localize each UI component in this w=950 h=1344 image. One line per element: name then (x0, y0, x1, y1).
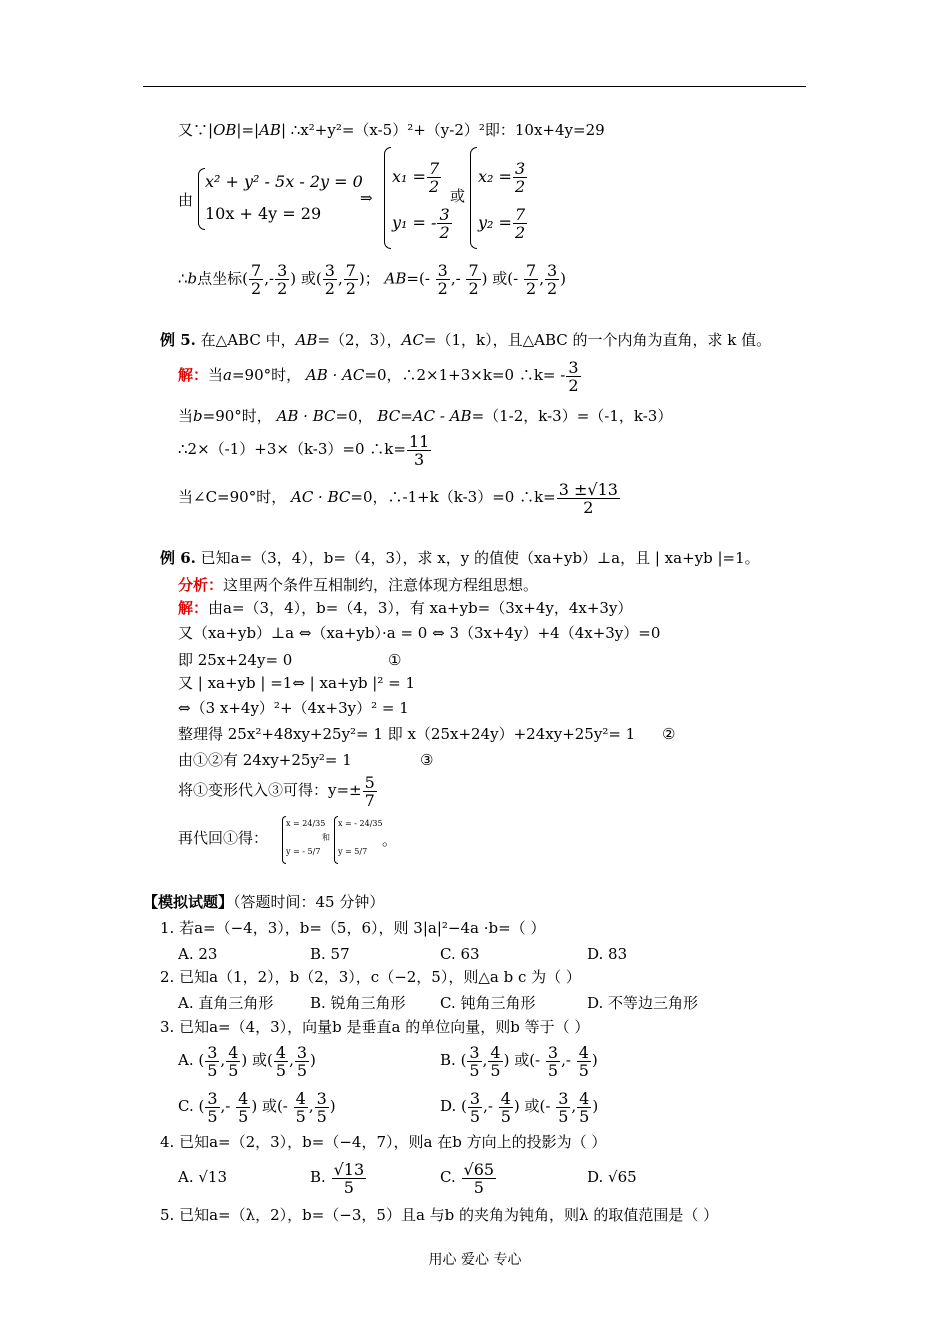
example-6-step-6: 整理得 25x²+48xy+25y²= 1 即 x（25x+24y）+24xy+25y²= 1 (178, 725, 636, 743)
x2-label: x₂ = $\frac{3}{2}$ (478, 159, 526, 196)
x1-label: x₁ = $\frac{7}{2}$ (392, 159, 440, 196)
sys-prefix: 由 (178, 191, 194, 209)
q3-option-b: B. ( $\frac{3}{5}$ , $\frac{4}{5}$ ) 或(- $\frac{3}{5}$ ,- $\frac{4}{5}$ ) (440, 1042, 598, 1080)
example-5-step-3: ∴2×（-1）+3×（k-3）=0 ∴k= $\frac{11}{3}$ (178, 431, 430, 469)
example-5-step-1: 解：当a=90°时， AB · AC=0，∴2×1+3×k=0 ∴k= - $\frac{3}{2}$ (178, 357, 579, 395)
y2-label: y₂ = $\frac{7}{2}$ (478, 205, 526, 242)
marker-3: ③ (420, 751, 434, 769)
result-x2: x = - 24/35 (338, 819, 383, 828)
example-6-step-9: 再代回①得： (178, 829, 269, 847)
or-symbol: 或 (450, 187, 466, 205)
question-4: 4. 已知a=（2，3），b=（−4，7），则a 在b 方向上的投影为（ ） (160, 1133, 607, 1151)
example-6-step-1: 解：由a=（3，4），b=（4，3），有 xa+yb=（3x+4y，4x+3y） (178, 599, 633, 617)
example-6-analysis: 分析：这里两个条件互相制约，注意体现方程组思想。 (178, 576, 539, 594)
q4-option-d: D. √65 (587, 1168, 637, 1186)
result-y2: y = 5/7 (338, 847, 368, 856)
page-footer: 用心 爱心 专心 (428, 1252, 522, 1268)
brace-solution-1 (384, 147, 391, 249)
q2-option-c: C. 钝角三角形 (440, 994, 536, 1012)
q2-option-b: B. 锐角三角形 (310, 994, 406, 1012)
q1-option-b: B. 57 (310, 945, 350, 963)
example-6-step-5: ⇔（3 x+4y）²+（4x+3y）² = 1 (178, 699, 409, 717)
q4-option-a: A. √13 (178, 1168, 228, 1186)
line-b-coordinates: ∴b点坐标( $\frac{7}{2}$ ,- $\frac{3}{2}$ ) 或( $\frac{3}{2}$ , $\frac{7}{2}$ )； AB=(- $\frac{3}{2}$ ,- $\frac{7}{2}$ ) 或(- $\frac{7}{2}$ , $\frac{3}{2}$ ) (178, 261, 567, 298)
q3-option-a: A. ( $\frac{3}{5}$ , $\frac{4}{5}$ ) 或( $\frac{4}{5}$ , $\frac{3}{5}$ ) (178, 1042, 316, 1080)
q1-option-a: A. 23 (178, 945, 218, 963)
brace-solution-2 (470, 147, 477, 249)
result-and: 和 (322, 833, 330, 842)
question-1: 1. 若a=（−4，3），b=（5，6），则 3|a|²−4a ·b=（ ） (160, 919, 546, 937)
q4-option-c: C. $\frac{√65}{5}$ (440, 1159, 495, 1197)
example-6-title: 例 6. 已知a=（3，4），b=（4，3），求 x，y 的值使（xa+yb）⊥a，且 | xa+yb |=1。 (160, 549, 760, 567)
quiz-header: 【模拟试题】（答题时间：45 分钟） (143, 893, 385, 911)
q3-option-d: D. ( $\frac{3}{5}$ ,- $\frac{4}{5}$ ) 或(- $\frac{3}{5}$ , $\frac{4}{5}$ ) (440, 1088, 599, 1126)
header-rule (143, 86, 806, 87)
q2-option-d: D. 不等边三角形 (587, 994, 699, 1012)
q3-option-c: C. ( $\frac{3}{5}$ ,- $\frac{4}{5}$ ) 或(- $\frac{4}{5}$ , $\frac{3}{5}$ ) (178, 1088, 336, 1126)
example-6-step-7: 由①②有 24xy+25y²= 1 (178, 751, 352, 769)
question-2: 2. 已知a（1，2），b（2，3），c（−2，5），则△a b c 为（ ） (160, 968, 581, 986)
example-5-step-2: 当b=90°时， AB · BC=0， BC=AC - AB=（1-2，k-3）=（-1，k-3） (178, 407, 673, 425)
question-3: 3. 已知a=（4，3），向量b 是垂直a 的单位向量，则b 等于（ ） (160, 1018, 590, 1036)
example-6-step-3: 即 25x+24y= 0 (178, 651, 293, 669)
q1-option-d: D. 83 (587, 945, 628, 963)
example-6-step-4: 又 | xa+yb | =1⇔ | xa+yb |² = 1 (178, 674, 416, 692)
y1-label: y₁ = - $\frac{3}{2}$ (392, 205, 450, 242)
result-y1: y = - 5/7 (286, 847, 321, 856)
marker-2: ② (662, 725, 676, 743)
q2-option-a: A. 直角三角形 (178, 994, 274, 1012)
result-x1: x = 24/35 (286, 819, 326, 828)
example-5-title: 例 5. 在△ABC 中，AB=（2，3），AC=（1，k），且△ABC 的一个内角为直角，求 k 值。 (160, 331, 772, 349)
q4-option-b: B. $\frac{√13}{5}$ (310, 1159, 365, 1197)
line-ob-ab: 又∵|OB|=|AB| ∴x²+y²=（x-5）²+（y-2）²即：10x+4y=29 (178, 121, 605, 139)
question-5: 5. 已知a=（λ，2），b=（−3，5）且a 与b 的夹角为钝角，则λ 的取值范围是（ ） (160, 1206, 719, 1224)
example-6-step-8: 将①变形代入③可得：y=± $\frac{5}{7}$ (178, 772, 375, 810)
example-5-step-4: 当∠C=90°时， AC · BC=0，∴-1+k（k-3）=0 ∴k= $\frac{3 \pm√13}{2}$ (178, 479, 618, 517)
marker-1: ① (388, 651, 402, 669)
q1-option-c: C. 63 (440, 945, 480, 963)
implies-symbol: ⇒ (360, 189, 373, 207)
result-period: 。 (382, 831, 398, 849)
equation-1: x² + y² - 5x - 2y = 0 (205, 172, 363, 191)
brace-left (198, 168, 205, 230)
equation-2: 10x + 4y = 29 (205, 204, 322, 223)
example-6-step-2: 又（xa+yb）⊥a ⇔（xa+yb）·a = 0 ⇔ 3（3x+4y）+4（4x+3y）=0 (178, 624, 661, 642)
